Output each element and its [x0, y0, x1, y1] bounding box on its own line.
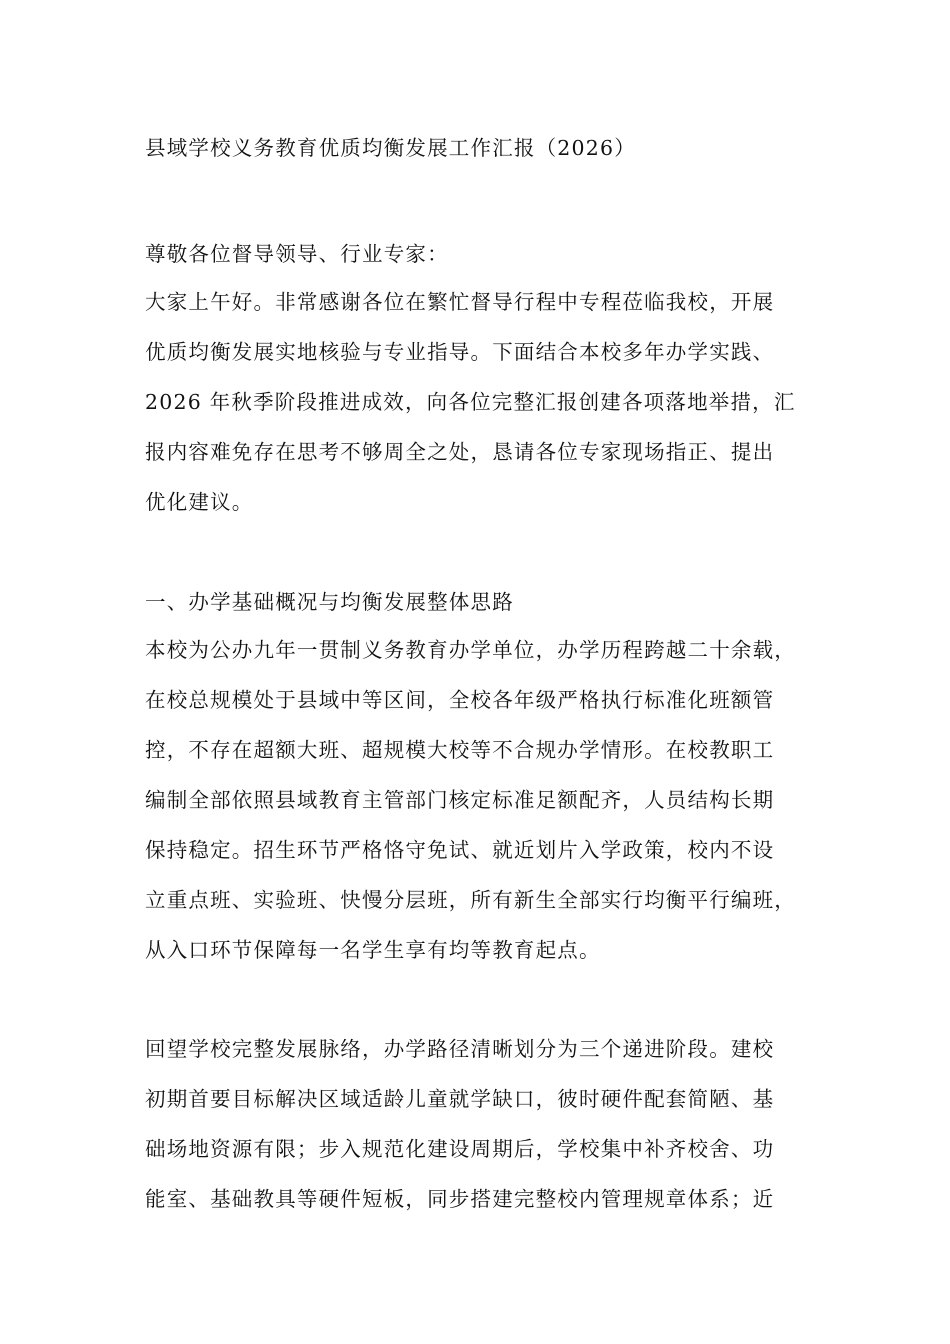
paragraph-line: 保持稳定。招生环节严格恪守免试、就近划片入学政策，校内不设	[145, 838, 775, 862]
section1-paragraph-2	[145, 1024, 825, 1224]
paragraph-line: 能室、基础教具等硬件短板，同步搭建完整校内管理规章体系；近	[145, 1187, 775, 1211]
paragraph-line: 优质均衡发展实地核验与专业指导。下面结合本校多年办学实践、	[145, 340, 775, 364]
paragraph-line: 本校为公办九年一贯制义务教育办学单位，办学历程跨越二十余载，	[145, 638, 796, 662]
salutation: 尊敬各位督导领导、行业专家：	[145, 242, 449, 266]
paragraph-line: 报内容难免存在思考不够周全之处，恳请各位专家现场指正、提出	[145, 440, 775, 464]
document-title: 县域学校义务教育优质均衡发展工作汇报（2026）	[145, 136, 636, 160]
paragraph-line: 从入口环节保障每一名学生享有均等教育起点。	[145, 938, 601, 962]
section-heading-block	[145, 582, 825, 622]
paragraph-line: 在校总规模处于县域中等区间，全校各年级严格执行标准化班额管	[145, 688, 775, 712]
paragraph-line: 回望学校完整发展脉络，办学路径清晰划分为三个递进阶段。建校	[145, 1037, 775, 1061]
paragraph-line: 编制全部依照县域教育主管部门核定标准足额配齐，人员结构长期	[145, 788, 775, 812]
section-heading: 一、办学基础概况与均衡发展整体思路	[145, 590, 514, 614]
salutation-block	[145, 234, 825, 274]
intro-paragraph	[145, 277, 825, 527]
paragraph-line: 大家上午好。非常感谢各位在繁忙督导行程中专程莅临我校，开展	[145, 290, 775, 314]
document-title-block	[145, 128, 825, 168]
paragraph-line: 2026 年秋季阶段推进成效，向各位完整汇报创建各项落地举措，汇	[145, 390, 796, 414]
paragraph-line: 础场地资源有限；步入规范化建设周期后，学校集中补齐校舍、功	[145, 1137, 775, 1161]
paragraph-line: 初期首要目标解决区域适龄儿童就学缺口，彼时硬件配套简陋、基	[145, 1087, 775, 1111]
paragraph-line: 优化建议。	[145, 490, 254, 514]
section1-paragraph-1	[145, 625, 825, 975]
paragraph-line: 立重点班、实验班、快慢分层班，所有新生全部实行均衡平行编班，	[145, 888, 796, 912]
paragraph-line: 控，不存在超额大班、超规模大校等不合规办学情形。在校教职工	[145, 738, 775, 762]
